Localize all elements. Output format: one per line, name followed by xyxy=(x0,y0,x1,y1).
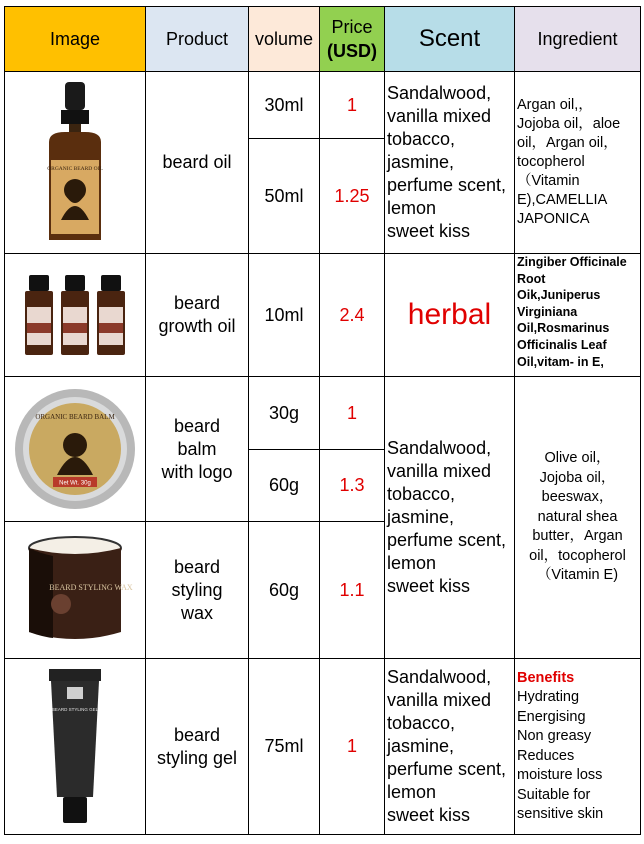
beard-gel-tube-image xyxy=(45,667,105,827)
volume-cell: 60g xyxy=(249,522,320,659)
ingredient-cell: Argan oil,， Jojoba oil，aloe oil，Argan oil， tocopherol （Vitamin E),CAMELLIA JAPONICA xyxy=(515,72,641,254)
price-cell: 1.3 xyxy=(320,450,385,522)
volume-cell: 60g xyxy=(249,450,320,522)
benefits-title: Benefits xyxy=(517,669,575,686)
product-table xyxy=(4,6,641,835)
price-cell: 1.25 xyxy=(320,139,385,254)
header-product: Product xyxy=(146,7,249,72)
volume-cell: 30ml xyxy=(249,72,320,139)
scent-cell: Sandalwood, vanilla mixed tobacco, jasmine, perfume scent, lemon sweet kiss xyxy=(385,659,515,835)
table-row xyxy=(5,72,641,139)
product-beard-balm: beard balm with logo xyxy=(146,377,249,522)
beard-oil-bottle-image xyxy=(35,80,115,245)
header-row xyxy=(5,7,641,72)
price-cell: 1 xyxy=(320,72,385,139)
beard-wax-image-cell xyxy=(5,522,146,659)
table-row xyxy=(5,377,641,450)
header-image: Image xyxy=(5,7,146,72)
beard-balm-image-cell xyxy=(5,377,146,522)
growth-oil-image-cell xyxy=(5,254,146,377)
price-cell: 1.1 xyxy=(320,522,385,659)
svg-text:ORGANIC BEARD OIL: ORGANIC BEARD OIL xyxy=(47,166,103,172)
beard-balm-tin-image xyxy=(13,387,137,511)
beard-oil-image-cell xyxy=(5,72,146,254)
beard-wax-jar-image xyxy=(13,534,137,646)
table-row xyxy=(5,659,641,835)
ingredient-cell: Zingiber Officinale Root Oik,Juniperus Virginiana Oil,Rosmarinus Officinalis Leaf Oil,vitam- in E, xyxy=(515,254,641,377)
product-beard-growth-oil: beard growth oil xyxy=(146,254,249,377)
header-scent: Scent xyxy=(385,7,515,72)
product-beard-wax: beard styling wax xyxy=(146,522,249,659)
growth-oil-bottles-image xyxy=(23,273,127,357)
header-price xyxy=(320,7,385,72)
ingredient-cell: Benefits Hydrating Energising Non greasy Reduces moisture loss Suitable for sensitive skin xyxy=(515,659,641,835)
header-ingredient: Ingredient xyxy=(515,7,641,72)
table-row xyxy=(5,254,641,377)
beard-gel-image-cell xyxy=(5,659,146,835)
volume-cell: 30g xyxy=(249,377,320,450)
price-cell: 2.4 xyxy=(320,254,385,377)
scent-cell: Sandalwood, vanilla mixed tobacco, jasmine, perfume scent, lemon sweet kiss xyxy=(385,377,515,659)
svg-text:Net Wt. 30g: Net Wt. 30g xyxy=(59,480,91,487)
svg-text:BEARD STYLING WAX: BEARD STYLING WAX xyxy=(49,583,133,592)
price-cell: 1 xyxy=(320,659,385,835)
svg-text:BEARD STYLING GEL: BEARD STYLING GEL xyxy=(51,706,99,712)
volume-cell: 10ml xyxy=(249,254,320,377)
product-beard-gel: beard styling gel xyxy=(146,659,249,835)
header-price-label: Price xyxy=(331,17,373,37)
svg-text:ORGANIC BEARD BALM: ORGANIC BEARD BALM xyxy=(35,413,115,421)
scent-herbal: herbal xyxy=(385,254,515,377)
volume-cell: 50ml xyxy=(249,139,320,254)
price-cell: 1 xyxy=(320,377,385,450)
header-volume: volume xyxy=(249,7,320,72)
volume-cell: 75ml xyxy=(249,659,320,835)
scent-cell: Sandalwood, vanilla mixed tobacco, jasmine, perfume scent, lemon sweet kiss xyxy=(385,72,515,254)
ingredient-cell: Olive oil， Jojoba oil， beeswax， natural shea butter，Argan oil，tocopherol （Vitamin E) xyxy=(515,377,641,659)
header-price-unit: (USD) xyxy=(327,41,377,61)
product-beard-oil: beard oil xyxy=(146,72,249,254)
